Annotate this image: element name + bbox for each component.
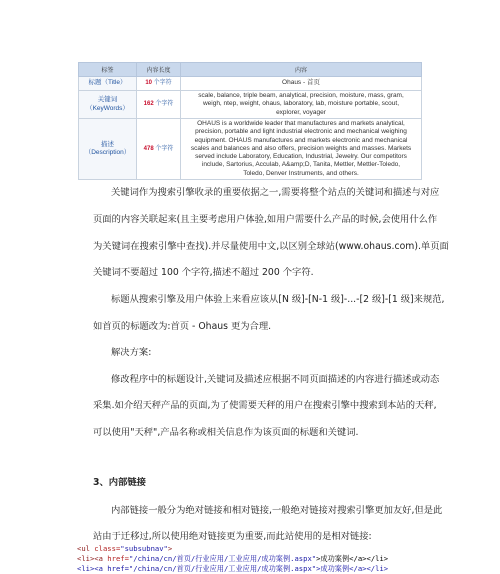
code-snippet — [77, 544, 497, 574]
content-line: precision, portable and light industrial electronic and mechanical weighing — [195, 128, 407, 136]
header-length: 内容长度 — [137, 63, 181, 77]
row-label — [79, 91, 137, 119]
row-label — [79, 77, 137, 91]
content-line: Toledo, Denver Instruments, and others. — [243, 169, 359, 177]
label-en: （Title） — [101, 79, 127, 87]
body-paragraph: 站由于迁移过,所以使用绝对链接更为重要,而此站使用的是相对链接: — [93, 531, 372, 542]
body-paragraph: 关键词不要超过 100 个字符,描述不超过 200 个字符. — [93, 267, 314, 278]
length-unit: 个字符 — [155, 145, 174, 152]
body-paragraph: 如首页的标题改为:首页 - Ohaus 更为合理. — [93, 321, 272, 332]
table-row-title — [79, 77, 422, 91]
label-cn: 标题 — [88, 79, 102, 87]
table-row-keywords — [79, 91, 422, 119]
content-line: include, Sartorius, Acculab, A&amp;D, Tanita, Mettler, Mettler-Toledo, — [201, 161, 401, 169]
seo-meta-table — [78, 62, 422, 180]
body-paragraph: 修改程序中的标题设计,关键词及描述应根据不同页面描述的内容进行描述或动态 — [111, 374, 440, 385]
header-label: 标签 — [79, 63, 137, 77]
label-cn: 描述 — [101, 140, 114, 148]
content-line: OHAUS is a worldwide leader that manufactures and markets analytical, — [197, 120, 405, 127]
row-length — [137, 77, 181, 91]
row-content — [181, 119, 422, 180]
body-paragraph: 为关键词在搜索引擎中查找).并尽量使用中文,以区别全球站(www.ohaus.com).单页面 — [93, 241, 449, 252]
solution-label: 解决方案: — [111, 347, 152, 358]
content-line: weigh, ntep, weight, ohaus, laboratory, lab, moisture portable, scout, — [202, 100, 400, 108]
content-line: scale, balance, triple beam, analytical, precision, moisture, mass, gram, — [198, 92, 404, 100]
body-paragraph: 内部链接一般分为绝对链接和相对链接,一般绝对链接对搜索引擎更加友好,但是此 — [111, 505, 443, 516]
body-paragraph: 关键词作为搜索引擎收录的重要依据之一,需要将整个站点的关键词和描述与对应 — [111, 187, 440, 198]
length-number: 10 — [145, 80, 152, 87]
row-length — [137, 91, 181, 119]
label-cn: 关键词 — [97, 96, 118, 104]
body-paragraph: 页面的内容关联起来(且主要考虑用户体验,如用户需要什么产品的时候,会使用什么作 — [93, 214, 438, 225]
body-paragraph: 可以使用"天秤",产品名称或相关信息作为该页面的标题和关键词. — [93, 427, 359, 438]
length-unit: 个字符 — [155, 101, 174, 108]
row-content — [181, 91, 422, 119]
length-number: 478 — [143, 145, 154, 152]
content-line: explorer, voyager — [276, 108, 326, 116]
content-line: Ohaus - 首页 — [282, 79, 320, 87]
table-header-row — [79, 63, 422, 77]
content-line: equipment. OHAUS manufactures and markets electronic and mechanical — [194, 136, 408, 144]
row-label — [79, 119, 137, 180]
label-en: （Description） — [84, 149, 131, 157]
label-en: （KeyWords） — [86, 104, 129, 112]
length-unit: 个字符 — [153, 80, 172, 87]
content-line: served include Laboratory, Education, Industrial, Jewelry. Our competitors — [195, 153, 407, 161]
body-paragraph: 标题从搜索引擎及用户体验上来看应该从[N 级]-[N-1 级]-...-[2 级]-[1 级]来规范, — [111, 294, 445, 305]
row-content — [181, 77, 422, 91]
header-content: 内容 — [181, 63, 422, 77]
length-number: 162 — [143, 101, 154, 108]
row-length — [137, 119, 181, 180]
content-line: scales and balances and also offers, precision weights and masses. Markets — [190, 144, 412, 152]
section-heading: 3、内部链接 — [93, 477, 146, 488]
code-line: <li><a href="/china/cn/首页/行业应用/工业应用/成功案例.aspx">成功案例</a></li> — [77, 564, 389, 573]
table-row-description — [79, 119, 422, 180]
code-line: <li><a href="/china/cn/首页/行业应用/工业应用/成功案例.aspx">成功案例</a></li> — [77, 554, 389, 563]
body-paragraph: 采集.如介绍天秤产品的页面,为了使需要天秤的用户在搜索引擎中搜索到本站的天秤, — [93, 400, 437, 411]
code-line: <ul class="subsubnav"> — [77, 544, 173, 553]
